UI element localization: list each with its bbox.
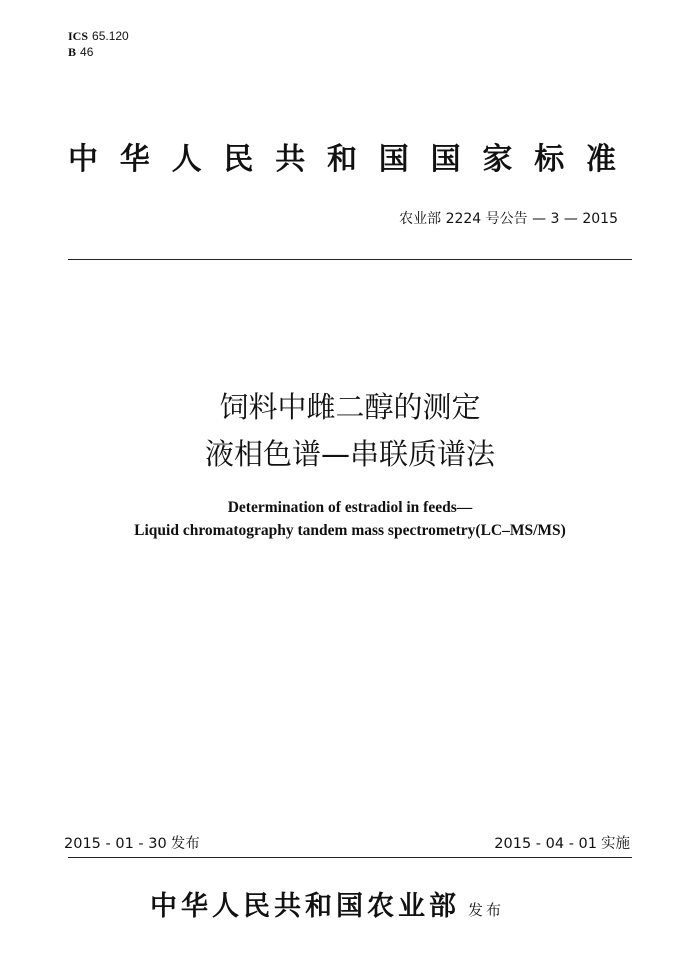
footer-divider bbox=[68, 857, 632, 858]
issue-date bbox=[64, 832, 200, 853]
national-standard-title: 中华人民共和国国家标准 bbox=[68, 142, 630, 177]
english-title-line-2: Liquid chromatography tandem mass spectrometry(LC–MS/MS) bbox=[134, 522, 566, 539]
ics-code bbox=[68, 28, 129, 44]
header-divider bbox=[68, 259, 632, 260]
publisher bbox=[150, 884, 504, 923]
issue-date-suffix: 发布 bbox=[170, 836, 200, 852]
ics-label: ICS bbox=[68, 29, 89, 43]
issue-date-value: 2015 - 01 - 30 bbox=[64, 836, 167, 852]
chinese-title-line-1: 饲料中雌二醇的测定 bbox=[219, 390, 481, 424]
implementation-date-value: 2015 - 04 - 01 bbox=[494, 836, 597, 852]
publisher-name: 中华人民共和国农业部 bbox=[150, 891, 460, 922]
implementation-date-suffix: 实施 bbox=[601, 836, 630, 852]
ccs-code bbox=[68, 44, 129, 60]
ccs-label: B bbox=[68, 45, 77, 59]
classification-codes bbox=[68, 28, 129, 60]
english-title-line-1: Determination of estradiol in feeds— bbox=[227, 499, 473, 516]
ccs-value: 46 bbox=[80, 45, 94, 59]
standard-number: 农业部 2224 号公告 — 3 — 2015 bbox=[399, 211, 618, 227]
ics-value: 65.120 bbox=[92, 29, 129, 43]
publisher-suffix: 发布 bbox=[468, 901, 505, 919]
implementation-date bbox=[494, 832, 630, 853]
chinese-title-line-2: 液相色谱—串联质谱法 bbox=[204, 437, 495, 471]
